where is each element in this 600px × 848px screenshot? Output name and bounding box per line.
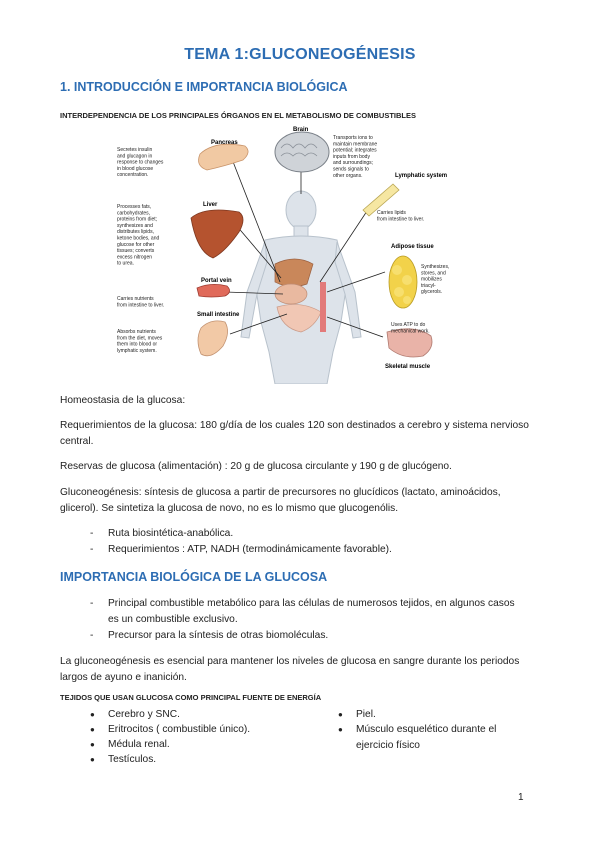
homeostasis-heading: Homeostasia de la glucosa: bbox=[60, 395, 186, 406]
list-item-text: Eritrocitos ( combustible único). bbox=[108, 724, 251, 735]
label-skeletal-muscle: Skeletal muscle bbox=[385, 364, 431, 370]
figure-note-line: potential; integrates bbox=[333, 147, 377, 154]
figure-note-line: Absorbs nutrients bbox=[117, 329, 156, 335]
bullet-marker: ● bbox=[338, 725, 343, 734]
page-title: TEMA 1:GLUCONEOGÉNESIS bbox=[184, 46, 416, 63]
adipose-graphic bbox=[389, 256, 417, 308]
figure-note-line: Processes fats, bbox=[117, 204, 152, 210]
figure-note-line: them into blood or bbox=[117, 341, 158, 348]
note-skeletal-muscle bbox=[391, 322, 430, 334]
figure-note-line: in blood glucose bbox=[117, 165, 154, 172]
figure-note-line: carbohydrates, bbox=[117, 210, 151, 217]
figure-note-line: stores, and bbox=[421, 270, 446, 277]
figure-note-line: Secretes insulin bbox=[117, 147, 153, 153]
note-liver bbox=[117, 204, 159, 267]
glucose-reserves: Reservas de glucosa (alimentación) : 20 g de glucosa circulante y 190 g de glucógeno. bbox=[60, 461, 452, 472]
bullet-marker: ● bbox=[338, 710, 343, 719]
bullet-marker: ● bbox=[90, 725, 95, 734]
figure-note-line: Transports ions to bbox=[333, 135, 373, 141]
figure-note-line: lymphatic system. bbox=[117, 347, 157, 354]
section-heading-intro: 1. INTRODUCCIÓN E IMPORTANCIA BIOLÓGICA bbox=[60, 80, 348, 94]
figure-note-line: from intestine to liver. bbox=[117, 302, 165, 309]
note-brain bbox=[333, 135, 377, 179]
figure-note-line: glycerols. bbox=[421, 289, 443, 296]
note-pancreas bbox=[117, 147, 164, 178]
figure-caption: INTERDEPENDENCIA DE LOS PRINCIPALES ÓRGANOS EN EL METABOLISMO DE COMBUSTIBLES bbox=[60, 111, 416, 120]
figure-note-line: from the diet, moves bbox=[117, 335, 163, 342]
label-lymphatic: Lymphatic system bbox=[395, 173, 448, 179]
list-item-text: Cerebro y SNC. bbox=[108, 709, 180, 720]
label-liver: Liver bbox=[203, 202, 218, 208]
figure-note-line: synthesizes and bbox=[117, 222, 153, 229]
figure-note-line: and glucagon in bbox=[117, 153, 153, 160]
figure-note-line: sends signals to bbox=[333, 166, 369, 173]
figure-note-line: glucose for other bbox=[117, 241, 155, 248]
organ-metabolism-figure bbox=[115, 122, 465, 384]
tissues-caption: TEJIDOS QUE USAN GLUCOSA COMO PRINCIPAL FUENTE DE ENERGÍA bbox=[60, 693, 322, 702]
dash-marker: - bbox=[90, 630, 94, 641]
gluconeogenesis-definition: Gluconeogénesis: síntesis de glucosa a partir de precursores no glucídicos (lactato, aminoácidos, glicerol). Se sintetiza la glucosa de novo, no es lo mismo que glucogenólis. bbox=[60, 487, 501, 514]
dash-marker: - bbox=[90, 544, 94, 555]
note-lymphatic bbox=[377, 210, 424, 222]
figure-note-line: Carries nutrients bbox=[117, 296, 154, 302]
label-portal-vein: Portal vein bbox=[201, 278, 232, 284]
figure-note-line: Carries lipids bbox=[377, 210, 406, 216]
bullet-marker: ● bbox=[90, 755, 95, 764]
list-item-text: Requerimientos : ATP, NADH (termodinámicamente favorable). bbox=[108, 544, 392, 555]
liver-graphic bbox=[191, 210, 243, 258]
figure-note-line: ketone bodies, and bbox=[117, 235, 160, 242]
label-pancreas: Pancreas bbox=[211, 140, 238, 146]
figure-note-line: to urea. bbox=[117, 260, 134, 267]
list-item-text: Piel. bbox=[356, 709, 376, 720]
figure-note-line: distributes lipids, bbox=[117, 229, 154, 236]
figure-note-line: inputs from body bbox=[333, 153, 370, 160]
figure-note-line: Uses ATP to do bbox=[391, 322, 426, 328]
list-item-text: Ruta biosintética-anabólica. bbox=[108, 528, 234, 539]
page-number: 1 bbox=[518, 792, 524, 803]
figure-note-line: other organs. bbox=[333, 172, 363, 179]
dash-marker: - bbox=[90, 528, 94, 539]
label-small-intestine: Small intestine bbox=[197, 312, 240, 318]
note-small-intestine bbox=[117, 329, 163, 354]
list-item-text: Músculo esquelético durante el ejercicio físico bbox=[356, 724, 497, 751]
figure-note-line: and surroundings; bbox=[333, 160, 374, 167]
figure-note-line: from intestine to liver. bbox=[377, 216, 425, 223]
figure-note-line: Synthesizes, bbox=[421, 264, 450, 270]
note-portal-vein bbox=[117, 296, 164, 308]
gluconeogenesis-essential: La gluconeogénesis es esencial para mantener los niveles de glucosa en sangre durante los periodos largos de ayuno e inanición. bbox=[60, 656, 520, 683]
bullet-marker: ● bbox=[90, 710, 95, 719]
pancreas-graphic bbox=[199, 144, 249, 170]
figure-note-line: maintain membrane bbox=[333, 141, 378, 148]
bullet-marker: ● bbox=[90, 740, 95, 749]
figure-note-line: mechanical work. bbox=[391, 328, 430, 335]
portal-vein-graphic bbox=[197, 284, 230, 297]
figure-note-line: tissues; converts bbox=[117, 248, 155, 255]
brain-graphic bbox=[275, 132, 329, 172]
dash-marker: - bbox=[90, 598, 94, 609]
small-intestine-graphic bbox=[198, 321, 228, 356]
figure-note-line: concentration. bbox=[117, 172, 149, 179]
figure-note-line: excess nitrogen bbox=[117, 254, 153, 261]
list-item-text: Precursor para la síntesis de otras biomoléculas. bbox=[108, 630, 329, 641]
list-item-text: Principal combustible metabólico para las células de numerosos tejidos, en algunos casos es un combustible exclusivo. bbox=[108, 598, 515, 625]
note-adipose bbox=[421, 264, 449, 295]
list-item-text: Médula renal. bbox=[108, 739, 170, 750]
figure-note-line: triacyl- bbox=[421, 282, 436, 289]
figure-note-line: mobilizes bbox=[421, 276, 442, 283]
label-brain: Brain bbox=[293, 127, 309, 133]
list-item-text: Testículos. bbox=[108, 754, 157, 765]
figure-note-line: proteins from diet; bbox=[117, 216, 158, 223]
figure-note-line: response to changes bbox=[117, 159, 164, 166]
glucose-requirements: Requerimientos de la glucosa: 180 g/día de los cuales 120 son destinados a cerebro y sistema nervioso central. bbox=[60, 420, 529, 447]
section-heading-importance: IMPORTANCIA BIOLÓGICA DE LA GLUCOSA bbox=[60, 570, 328, 584]
label-adipose: Adipose tissue bbox=[391, 244, 434, 250]
